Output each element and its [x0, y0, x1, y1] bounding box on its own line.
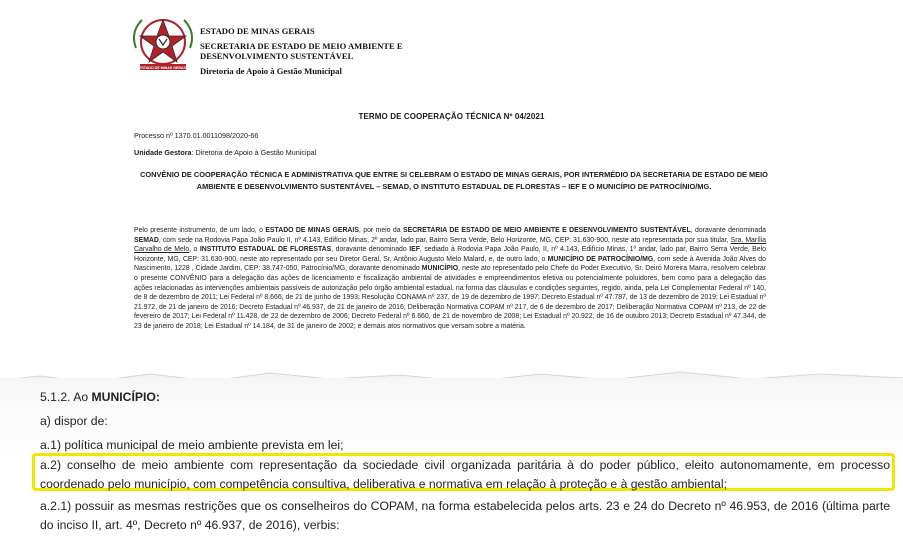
item-a2-1: a.2.1) possuir as mesmas restrições que os conselheiros do COPAM, na forma estabelecida pelos arts. 23 e 24 do Decreto nº 46.953, de 2016 (última parte do inciso II, art. 4º, Decreto nº 46.937, de 2016), verbis: [40, 499, 890, 532]
header-secretariat-1: SECRETARIA DE ESTADO DE MEIO AMBIENTE E [200, 41, 403, 51]
seal-caption: ESTADO DE MINAS GERAIS [138, 65, 188, 70]
paragraph-text: , o [189, 246, 200, 254]
paragraph-text: , com sede na Rodovia Papa João Paulo II, nº 4.143, Edifício Minas, 2º andar, lado par, Bairro Serra Verde, Belo Horizonte, MG, CEP: 31.630-900, neste ato representada por sua titular, [158, 236, 731, 244]
header-directorate: Diretoria de Apoio à Gestão Municipal [200, 66, 342, 76]
header-text [200, 26, 500, 76]
item-a2: a.2) conselho de meio ambiente com representação da sociedade civil organizada paritária à do poder público, eleito autonomamente, em processo coordenado pelo município, com competência consultiva, deliberativa e normativa em relação à proteção e à gestão ambiental; [40, 458, 890, 491]
paragraph-bold: SECRETARIA DE ESTADO DE MEIO AMBIENTE E DESENVOLVIMENTO SUSTENTÁVEL [403, 227, 691, 234]
paragraph-text: , doravante denominado [331, 246, 410, 254]
paragraph-bold: SEMAD [134, 236, 159, 244]
convenio-title: CONVÊNIO DE COOPERAÇÃO TÉCNICA E ADMINISTRATIVA QUE ENTRE SI CELEBRAM O ESTADO DE MINAS GERAIS, POR INTERMÉDIO DA SECRETARIA DE ESTADO DE MEIO AMBIENTE E DESENVOLVIMENTO SUSTENTÁVEL – SEMAD, O INSTITUTO ESTADUAL DE FLORESTAS – IEF E O MUNICÍPIO DE PATROCÍNIO/MG. [140, 170, 768, 191]
managing-unit-label: Unidade Gestora [134, 148, 192, 157]
paragraph-bold: MUNICÍPIO [421, 265, 459, 273]
header-secretariat-2: DESENVOLVIMENTO SUSTENTÁVEL [200, 51, 354, 61]
paragraph-text: Pelo presente instrumento, de um lado, o [134, 227, 266, 234]
term-title: TERMO DE COOPERAÇÃO TÉCNICA Nº 04/2021 [358, 112, 545, 121]
minas-gerais-seal-icon [130, 12, 196, 78]
section-heading-bold: MUNICÍPIO: [91, 390, 160, 404]
paragraph-bold: IEF [409, 246, 420, 254]
paragraph-bold: INSTITUTO ESTADUAL DE FLORESTAS [199, 246, 332, 254]
section-heading [40, 390, 160, 404]
header-state: ESTADO DE MINAS GERAIS [200, 26, 315, 36]
process-number: Processo nº 1370.01.0011098/2020-66 [134, 131, 259, 140]
item-a: a) dispor de: [40, 414, 108, 428]
paragraph-text: , doravante denominada [690, 227, 766, 234]
managing-unit [134, 148, 316, 157]
paragraph-text: , sediado à Rodovia Papa João Paulo, II, nº 4.143, Edifício Minas, 1º andar, lado par, Bairro Serra Verde, Belo Horizonte, MG, CEP: 31.630-900, neste ato representado por seu Diretor Geral, Sr. Antônio Augusto Melo Malard, e, de outro lado, o [134, 246, 766, 263]
paragraph-bold: ESTADO DE MINAS GERAIS [265, 227, 359, 234]
paragraph-bold: MUNICÍPIO DE PATROCÍNIO/MG [547, 255, 654, 263]
paragraph-text: , por meio da [358, 227, 403, 234]
item-a1: a.1) política municipal de meio ambiente prevista em lei; [40, 438, 344, 452]
paragraph-text: , neste ato representado pelo Chefe do Poder Executivo, Sr. Deiró Moreira Marra, resolvem celebrar o presente CONVÊNIO para a delegação das ações de licenciamento e fiscalização ambiental de atividades e empreendimentos efetiva ou potencialmente poluidores, bem como para a delegação das ações relacionadas às intervenções ambientais passíveis de autorização pelo órgão ambiental estadual, na forma das cláusulas e condições seguintes, regido, ainda, pela Lei Complementar Federal nº 140, de 8 de dezembro de 2011; Lei Federal nº 8.666, de 21 de junho de 1993; Resolução CONAMA nº 237, de 19 de dezembro de 1997; Decreto Estadual nº 47.787, de 13 de dezembro de 2019; Lei Estadual nº 21.972, de 21 de janeiro de 2016; Decreto Estadual nº 46.937, de 21 de janeiro de 2016; Deliberação Normativa COPAM nº 217, de 6 de dezembro de 2017; Deliberação Normativa COPAM nº 213, de 22 de fevereiro de 2017; Lei Federal nº 11.428, de 22 de dezembro de 2006; Decreto Federal nº 6.660, de 21 de novembro de 2008; Lei Estadual nº 20.922, de 16 de outubro 2013; Decreto Estadual nº 47.344, de 23 de janeiro de 2018; Lei Estadual nº 14.184, de 31 de janeiro de 2002; e demais atos normativos que versam sobre a matéria. [134, 265, 766, 330]
managing-unit-value: : Diretoria de Apoio à Gestão Municipal [191, 148, 317, 157]
paragraph-underline: Sra. Marília Carvalho de Melo [134, 236, 766, 254]
paragraph-text: , com sede à Avenida João Alves do Nascimento, 1228 , Cidade Jardim, CEP: 38.747-050, Patrocínio/MG, doravante denominado [134, 255, 766, 273]
agreement-paragraph [134, 226, 766, 332]
section-heading-prefix: 5.1.2. Ao [40, 390, 92, 404]
